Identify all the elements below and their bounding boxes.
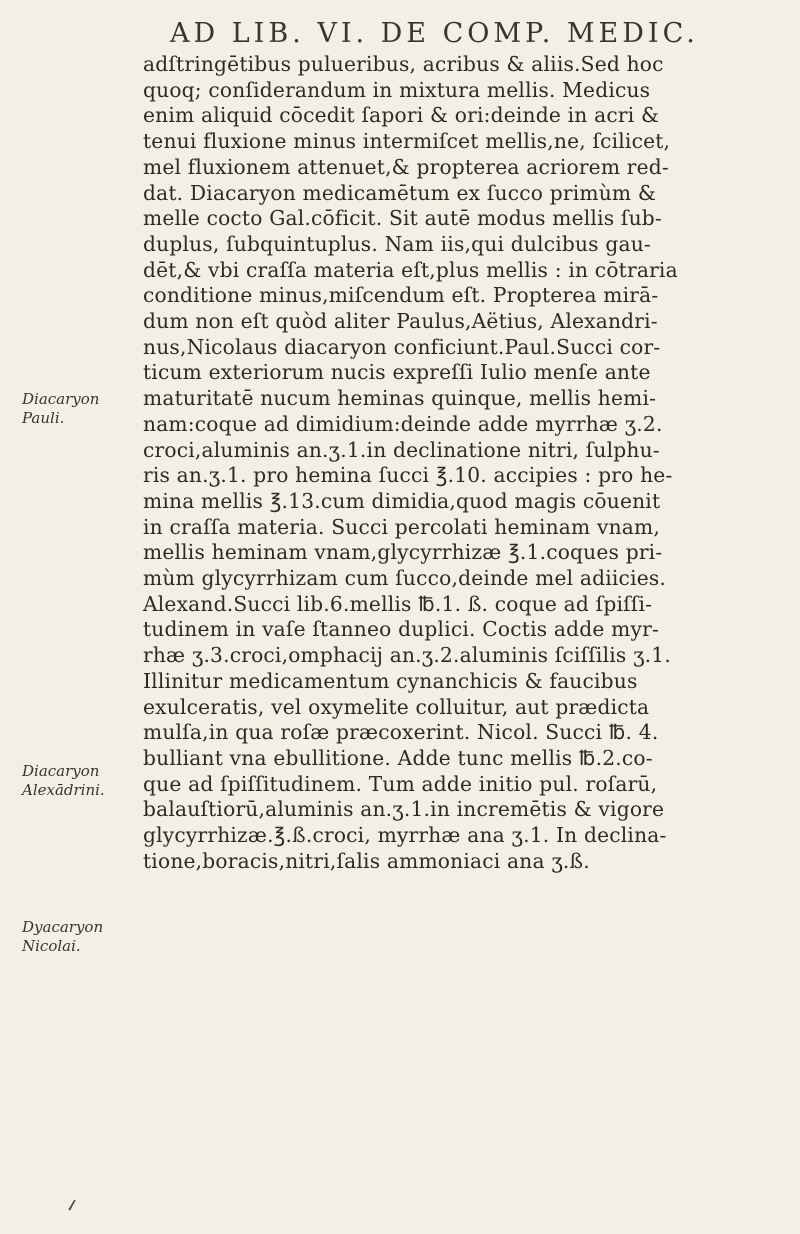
text-line: in craſſa materia. Succi percolati heminam vnam, (143, 514, 660, 539)
text-line: que ad ſpiſſitudinem. Tum adde initio pul. roſarū, (143, 771, 658, 796)
margin-note-line: Nicolai. (22, 937, 81, 955)
text-line: tudinem in vaſe ſtanneo duplici. Coctis adde myr- (143, 617, 659, 642)
text-line: Illinitur medicamentum cynanchicis & faucibus (143, 668, 638, 693)
text-line: mellis heminam vnam,glycyrrhizæ ℥.1.coques pri- (143, 540, 663, 565)
margin-note-line: Diacaryon (22, 762, 100, 780)
margin-note-dyacaryon-nicolai (22, 918, 132, 956)
running-header: AD LIB. VI. DE COMP. MEDIC. (170, 18, 699, 49)
text-line: nam:coque ad dimidium:deinde adde myrrhæ ʒ.2. (143, 411, 663, 436)
text-line: dum non eſt quòd aliter Paulus,Aëtius, Alexandri- (143, 309, 658, 334)
main-text (143, 52, 783, 875)
margin-note-diacaryon-alexandrini (22, 762, 132, 800)
text-line: dat. Diacaryon medicamētum ex ſucco primùm & (143, 180, 657, 205)
text-line: glycyrrhizæ.℥.ß.croci, myrrhæ ana ʒ.1. In declina- (143, 823, 667, 848)
margin-note-diacaryon-pauli (22, 390, 132, 428)
text-line: dēt,& vbi craſſa materia eſt,plus mellis : in cōtraria (143, 257, 678, 282)
text-line: ticum exteriorum nucis expreſſi Iulio menſe ante (143, 360, 651, 385)
text-line: nus,Nicolaus diacaryon conficiunt.Paul.Succi cor- (143, 334, 661, 359)
text-line: croci,aluminis an.ʒ.1.in declinatione nitri, ſulphu- (143, 437, 660, 462)
text-line: mùm glycyrrhizam cum ſucco,deinde mel adiicies. (143, 566, 667, 591)
text-line: exulceratis, vel oxymelite colluitur, aut prædicta (143, 694, 650, 719)
text-line: mulſa,in qua roſæ præcoxerint. Nicol. Succi ℔. 4. (143, 720, 659, 745)
text-line: ris an.ʒ.1. pro hemina ſucci ℥.10. accipies : pro he- (143, 463, 673, 488)
text-line: bulliant vna ebullitione. Adde tunc mellis ℔.2.co- (143, 745, 653, 770)
text-line: rhæ ʒ.3.croci,omphacij an.ʒ.2.aluminis ſciſſilis ʒ.1. (143, 643, 671, 668)
text-line: adſtringētibus pulueribus, acribus & aliis.Sed hoc (143, 52, 664, 76)
text-line: maturitatē nucum heminas quinque, mellis hemi- (143, 386, 657, 411)
text-line: enim aliquid cōcedit ſapori & ori:deinde in acri & (143, 103, 660, 128)
text-line: Alexand.Succi lib.6.mellis ℔.1. ß. coque ad ſpiſſi- (143, 591, 653, 616)
text-line: tenui fluxione minus intermiſcet mellis,ne, ſcilicet, (143, 129, 671, 154)
margin-note-line: Dyacaryon (22, 918, 104, 936)
text-line: conditione minus,miſcendum eſt. Propterea mirā- (143, 283, 659, 308)
text-line: mina mellis ℥.13.cum dimidia,quod magis cōuenit (143, 488, 661, 513)
text-line: melle cocto Gal.cōficit. Sit autē modus mellis ſub- (143, 206, 662, 231)
text-line: mel fluxionem attenuet,& propterea acriorem red- (143, 154, 669, 179)
text-line: tione,boracis,nitri,ſalis ammoniaci ana ʒ.ß. (143, 848, 590, 873)
margin-note-line: Diacaryon (22, 390, 100, 408)
margin-note-line: Alexādrini. (22, 781, 105, 799)
text-line: balauſtiorū,aluminis an.ʒ.1.in incremētis & vigore (143, 797, 665, 822)
ink-mark-icon (67, 1198, 77, 1212)
text-line: duplus, ſubquintuplus. Nam iis,qui dulcibus gau- (143, 231, 651, 256)
margin-note-line: Pauli. (22, 409, 65, 427)
text-line: quoq; conſiderandum in mixtura mellis. Medicus (143, 77, 651, 102)
